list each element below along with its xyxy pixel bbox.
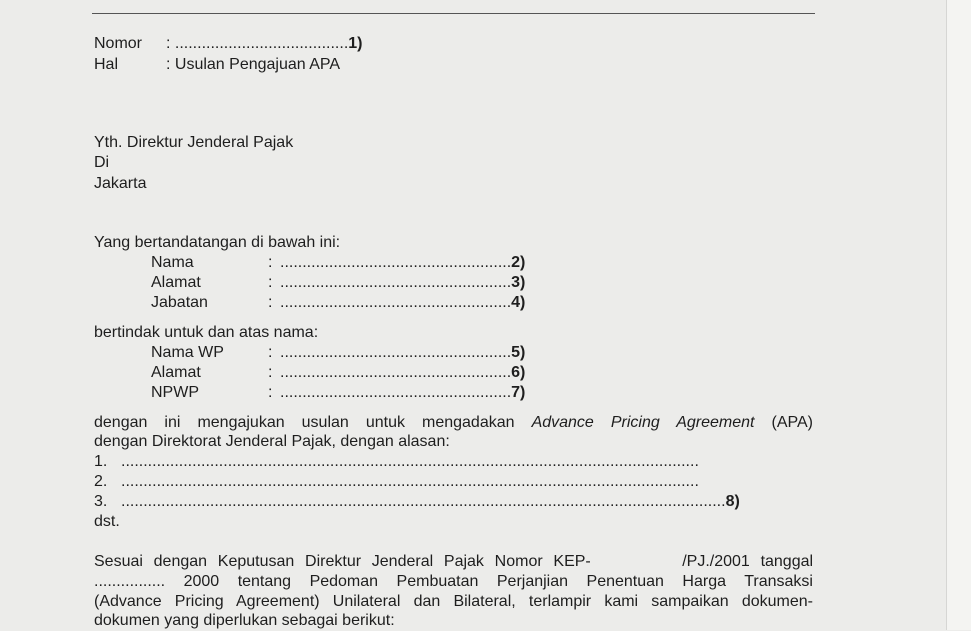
field-blank — [280, 343, 525, 363]
word: Pedoman — [309, 573, 379, 590]
word: tentang — [237, 573, 292, 590]
address-line: Yth. Direktur Jenderal Pajak — [94, 134, 294, 151]
reason-number: 1. — [94, 453, 108, 470]
word: terlampir — [528, 593, 592, 610]
word: Nomor — [494, 553, 543, 570]
colon: : — [268, 364, 273, 381]
colon: : — [268, 344, 273, 361]
word: (Advance — [94, 593, 162, 610]
field-label: Jabatan — [151, 294, 208, 311]
word: dan — [413, 593, 441, 610]
field-label: NPWP — [151, 384, 199, 401]
reason-blank: .................................................................................................................................. — [121, 453, 699, 470]
word: Agreement) — [236, 593, 320, 610]
address-line: Jakarta — [94, 175, 147, 192]
dots: .................................................... — [280, 344, 512, 361]
reason-number: 2. — [94, 473, 108, 490]
field-label: Alamat — [151, 364, 201, 381]
word: Bilateral, — [453, 593, 516, 610]
signer-intro: Yang bertandatangan di bawah ini: — [94, 234, 341, 251]
word: ................ — [94, 573, 166, 590]
hal-line — [94, 55, 340, 75]
reason-item — [94, 452, 699, 472]
basis-last-line: dokumen yang diperlukan sebagai berikut: — [94, 612, 395, 629]
dots: .................................................... — [280, 294, 512, 311]
dots: .................................................... — [280, 274, 512, 291]
header-rule — [92, 13, 815, 14]
basis-line — [94, 592, 813, 612]
reason-blank: .................................................................................................................................. — [121, 473, 699, 490]
hal-label: Hal — [94, 56, 119, 73]
ref-number: 5) — [511, 344, 526, 361]
text: dengan ini mengajukan usulan untuk mengadakan — [94, 414, 515, 431]
dots: .................................................... — [280, 254, 512, 271]
colon: : — [268, 274, 273, 291]
word: Unilateral — [332, 593, 401, 610]
field-label: Nama WP — [151, 344, 224, 361]
reason-item — [94, 492, 740, 512]
form-field-row — [0, 293, 971, 313]
etc-label: dst. — [94, 513, 120, 530]
form-field-row — [0, 273, 971, 293]
field-blank — [280, 253, 525, 273]
dots: .................................................... — [280, 364, 512, 381]
word: Transaksi — [744, 573, 813, 590]
word: Keputusan — [217, 553, 295, 570]
hal-value: : Usulan Pengajuan APA — [166, 56, 341, 73]
page-edge — [946, 0, 971, 630]
word: Harga — [682, 573, 726, 590]
colon: : — [268, 294, 273, 311]
word: dokumen- — [741, 593, 813, 610]
word: dengan — [153, 553, 208, 570]
reason-blank: ........................................................................................................................................ — [121, 493, 726, 510]
taxpayer-intro: bertindak untuk dan atas nama: — [94, 324, 319, 341]
nomor-label: Nomor — [94, 35, 143, 52]
proposal-line-2: dengan Direktorat Jenderal Pajak, dengan alasan: — [94, 433, 450, 450]
field-blank — [280, 383, 525, 403]
word: kami — [604, 593, 639, 610]
reason-number: 3. — [94, 493, 108, 510]
word: Direktur — [305, 553, 362, 570]
nomor-line — [94, 34, 363, 54]
word: Jenderal — [371, 553, 434, 570]
colon: : — [268, 254, 273, 271]
colon: : — [268, 384, 273, 401]
proposal-line-1 — [94, 413, 813, 433]
reason-item — [94, 472, 699, 492]
word: KEP- — [553, 553, 591, 570]
nomor-ref: 1) — [348, 35, 363, 52]
word: Pajak — [443, 553, 484, 570]
word: Pembuatan — [396, 573, 479, 590]
ref-number: 3) — [511, 274, 526, 291]
ref-number: 7) — [511, 384, 526, 401]
apa-term: Advance Pricing Agreement — [531, 414, 755, 431]
field-blank — [280, 273, 525, 293]
field-label: Alamat — [151, 274, 201, 291]
dots: .................................................... — [280, 384, 512, 401]
form-field-row — [0, 343, 971, 363]
address-line: Di — [94, 154, 110, 171]
ref-number: 4) — [511, 294, 526, 311]
word: Sesuai — [94, 553, 143, 570]
field-blank — [280, 293, 525, 313]
ref-number: 6) — [511, 364, 526, 381]
field-label: Nama — [151, 254, 194, 271]
ref-number: 2) — [511, 254, 526, 271]
word: sampaikan — [651, 593, 729, 610]
word: Penentuan — [586, 573, 664, 590]
basis-line — [94, 572, 813, 592]
text: (APA) — [771, 414, 813, 431]
word: Pricing — [174, 593, 224, 610]
form-field-row — [0, 363, 971, 383]
word: Perjanjian — [496, 573, 569, 590]
basis-line — [94, 552, 813, 572]
ref-number: 8) — [725, 493, 740, 510]
field-blank — [280, 363, 525, 383]
nomor-value: : ....................................... — [166, 35, 349, 52]
word: tanggal — [760, 553, 814, 570]
word: /PJ./2001 — [682, 553, 750, 570]
word: 2000 — [183, 573, 220, 590]
form-field-row — [0, 383, 971, 403]
form-field-row — [0, 253, 971, 273]
